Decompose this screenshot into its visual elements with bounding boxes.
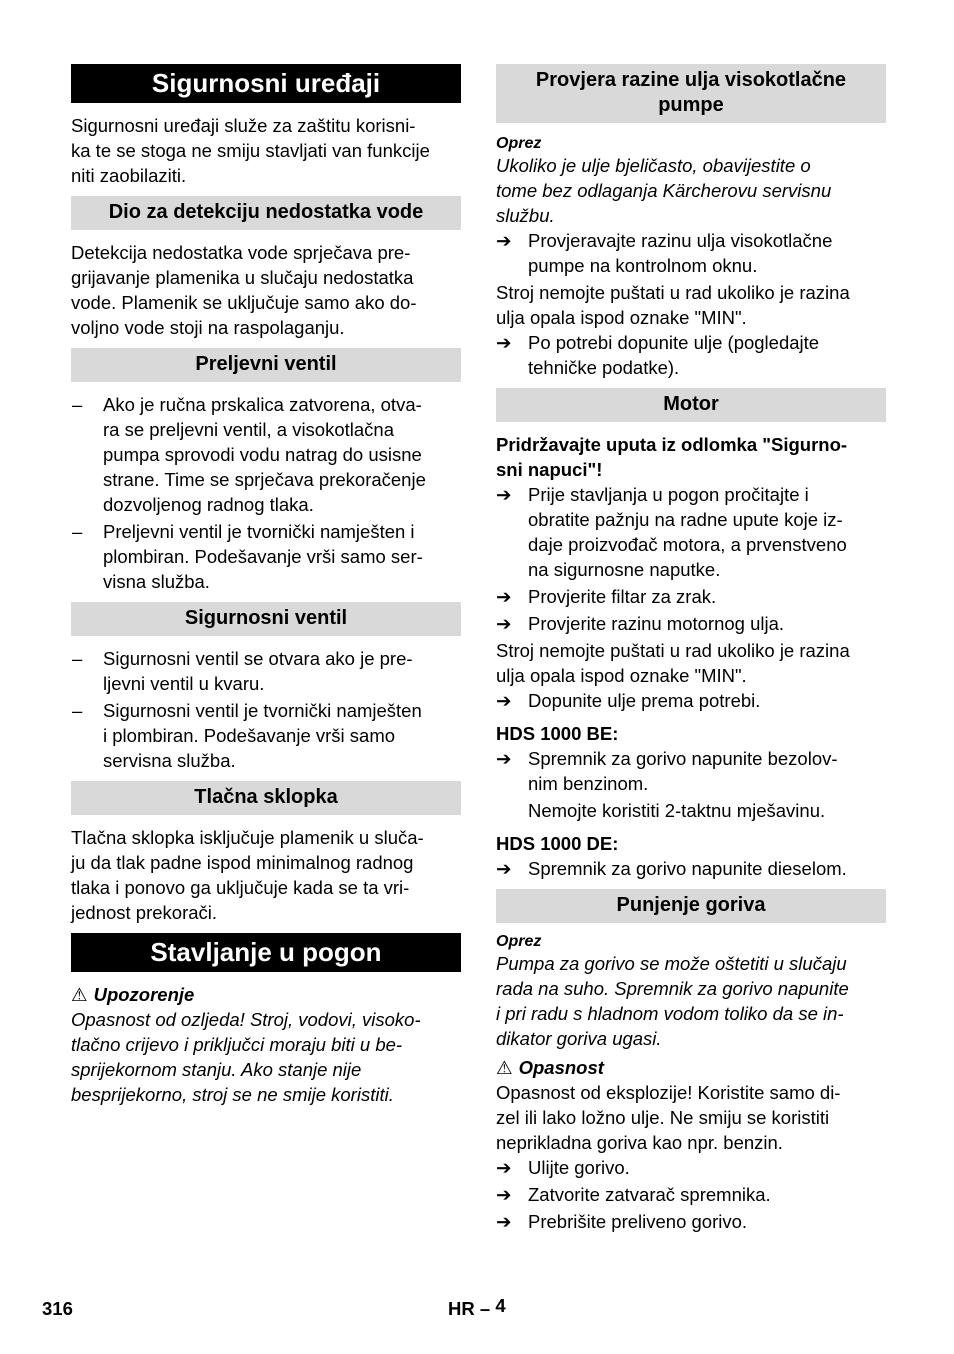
- warning-icon: ⚠: [71, 984, 88, 1005]
- motor-note: Pridržavajte uputa iz odlomka "Sigurno- sni napuci"!: [496, 434, 848, 480]
- list-item: ➔ Provjerite filtar za zrak.: [496, 586, 717, 607]
- list-item: ➔ Provjerite razinu motornog ulja.: [496, 613, 785, 634]
- list-item: ➔ Dopunite ulje prema potrebi.: [496, 690, 761, 711]
- arrow-right-icon: ➔: [496, 613, 512, 634]
- list-item: ➔ Prebrišite preliveno gorivo.: [496, 1211, 748, 1232]
- subsection-oil-check: Provjera razine ulja visokotlačne pumpe: [496, 64, 886, 123]
- oil-note: Stroj nemojte puštati u rad ukoliko je razina ulja opala ispod oznake "MIN".: [496, 282, 850, 328]
- list-item: ➔ Zatvorite zatvarač spremnika.: [496, 1184, 771, 1205]
- dash-bullet: –: [72, 700, 83, 721]
- be-indent-note: Nemojte koristiti 2-taktnu mješavinu.: [528, 800, 826, 821]
- subsection-safety-valve: Sigurnosni ventil: [71, 602, 461, 636]
- safety-intro: Sigurnosni uređaji služe za zaštitu korisni- ka te se stoga ne smiju stavljati van funkcije niti zaobilaziti.: [71, 115, 430, 186]
- caution-text: Ukoliko je ulje bjeličasto, obavijestite o tome bez odlaganja Kärcherovu servisnu službu.: [496, 155, 832, 226]
- motor-oil-note: Stroj nemojte puštati u rad ukoliko je razina ulja opala ispod oznake "MIN".: [496, 640, 850, 686]
- section-title-startup: Stavljanje u pogon: [71, 933, 461, 972]
- subsection-pressure-switch: Tlačna sklopka: [71, 781, 461, 815]
- danger-text: Opasnost od eksplozije! Koristite samo di- zel ili lako ložno ulje. Ne smiju se koristiti neprikladna goriva kao npr. benzin.: [496, 1082, 841, 1153]
- section-title-safety-devices: Sigurnosni uređaji: [71, 64, 461, 103]
- right-column: [496, 64, 886, 1236]
- arrow-right-icon: ➔: [496, 858, 512, 879]
- arrow-right-icon: ➔: [496, 230, 512, 251]
- list-item: ➔ Prije stavljanja u pogon pročitajte i obratite pažnju na radne upute koje iz- daje proizvođač motora, a prvenstveno na sigurnosne naputke.: [496, 484, 847, 580]
- list-item: ➔ Po potrebi dopunite ulje (pogledajte tehničke podatke).: [496, 332, 820, 378]
- subsection-water-shortage: Dio za detekciju nedostatka vode: [71, 196, 461, 230]
- warning-icon: ⚠: [496, 1057, 513, 1078]
- danger-label: ⚠ Opasnost: [496, 1057, 604, 1078]
- list-item: – Ako je ručna prskalica zatvorena, otva- ra se preljevni ventil, a visokotlačna pumpa sprovodi vodu natrag do usisne strane. Time se sprječava prekoračenje dozvoljenog radnog tlaka.: [72, 394, 426, 515]
- footer-language-page: HR – 4: [448, 1295, 506, 1319]
- model-de-title: HDS 1000 DE:: [496, 833, 619, 854]
- list-item: ➔ Spremnik za gorivo napunite dieselom.: [496, 858, 847, 879]
- model-be-title: HDS 1000 BE:: [496, 723, 619, 744]
- arrow-right-icon: ➔: [496, 1157, 512, 1178]
- list-item: ➔ Spremnik za gorivo napunite bezolov- nim benzinom.: [496, 748, 838, 794]
- list-item: – Preljevni ventil je tvornički namješten i plombiran. Podešavanje vrši samo ser- visna služba.: [72, 521, 423, 592]
- arrow-right-icon: ➔: [496, 690, 512, 711]
- warning-label: ⚠ Upozorenje: [71, 984, 195, 1005]
- list-item: ➔ Ulijte gorivo.: [496, 1157, 630, 1178]
- warning-text: Opasnost od ozljeda! Stroj, vodovi, visoko- tlačno crijevo i priključci moraju biti u be- sprijekornom stanju. Ako stanje nije besprijekorno, stroj se ne smije koristiti.: [71, 1009, 421, 1105]
- water-shortage-text: Detekcija nedostatka vode sprječava pre- grijavanje plamenika u slučaju nedostatka vode. Plamenik se uključuje samo ako do- voljno vode stoji na raspolaganju.: [71, 242, 417, 338]
- caution-label: Oprez: [496, 135, 542, 152]
- list-item: – Sigurnosni ventil je tvornički namješten i plombiran. Podešavanje vrši samo servisna služba.: [72, 700, 422, 771]
- caution-label: Oprez: [496, 933, 542, 950]
- list-item: – Sigurnosni ventil se otvara ako je pre- ljevni ventil u kvaru.: [72, 648, 413, 694]
- caution-text: Pumpa za gorivo se može oštetiti u slučaju rada na suho. Spremnik za gorivo napunite i pri radu s hladnom vodom toliko da se in- dikator goriva ugasi.: [496, 953, 849, 1049]
- pressure-switch-text: Tlačna sklopka isključuje plamenik u sluča- ju da tlak padne ispod minimalnog radnog tlaka i ponovo ga uključuje kada se ta vri- jednost prekorači.: [71, 827, 424, 923]
- arrow-right-icon: ➔: [496, 586, 512, 607]
- dash-bullet: –: [72, 521, 83, 542]
- arrow-right-icon: ➔: [496, 332, 512, 353]
- dash-bullet: –: [72, 394, 83, 415]
- arrow-right-icon: ➔: [496, 1211, 512, 1232]
- arrow-right-icon: ➔: [496, 1184, 512, 1205]
- dash-bullet: –: [72, 648, 83, 669]
- list-item: ➔ Provjeravajte razinu ulja visokotlačne pumpe na kontrolnom oknu.: [496, 230, 833, 276]
- subsection-fuel-filling: Punjenje goriva: [496, 889, 886, 923]
- page-number: 316: [42, 1298, 73, 1319]
- subsection-overflow-valve: Preljevni ventil: [71, 348, 461, 382]
- arrow-right-icon: ➔: [496, 484, 512, 505]
- subsection-motor: Motor: [496, 388, 886, 422]
- arrow-right-icon: ➔: [496, 748, 512, 769]
- left-column: [71, 64, 461, 1107]
